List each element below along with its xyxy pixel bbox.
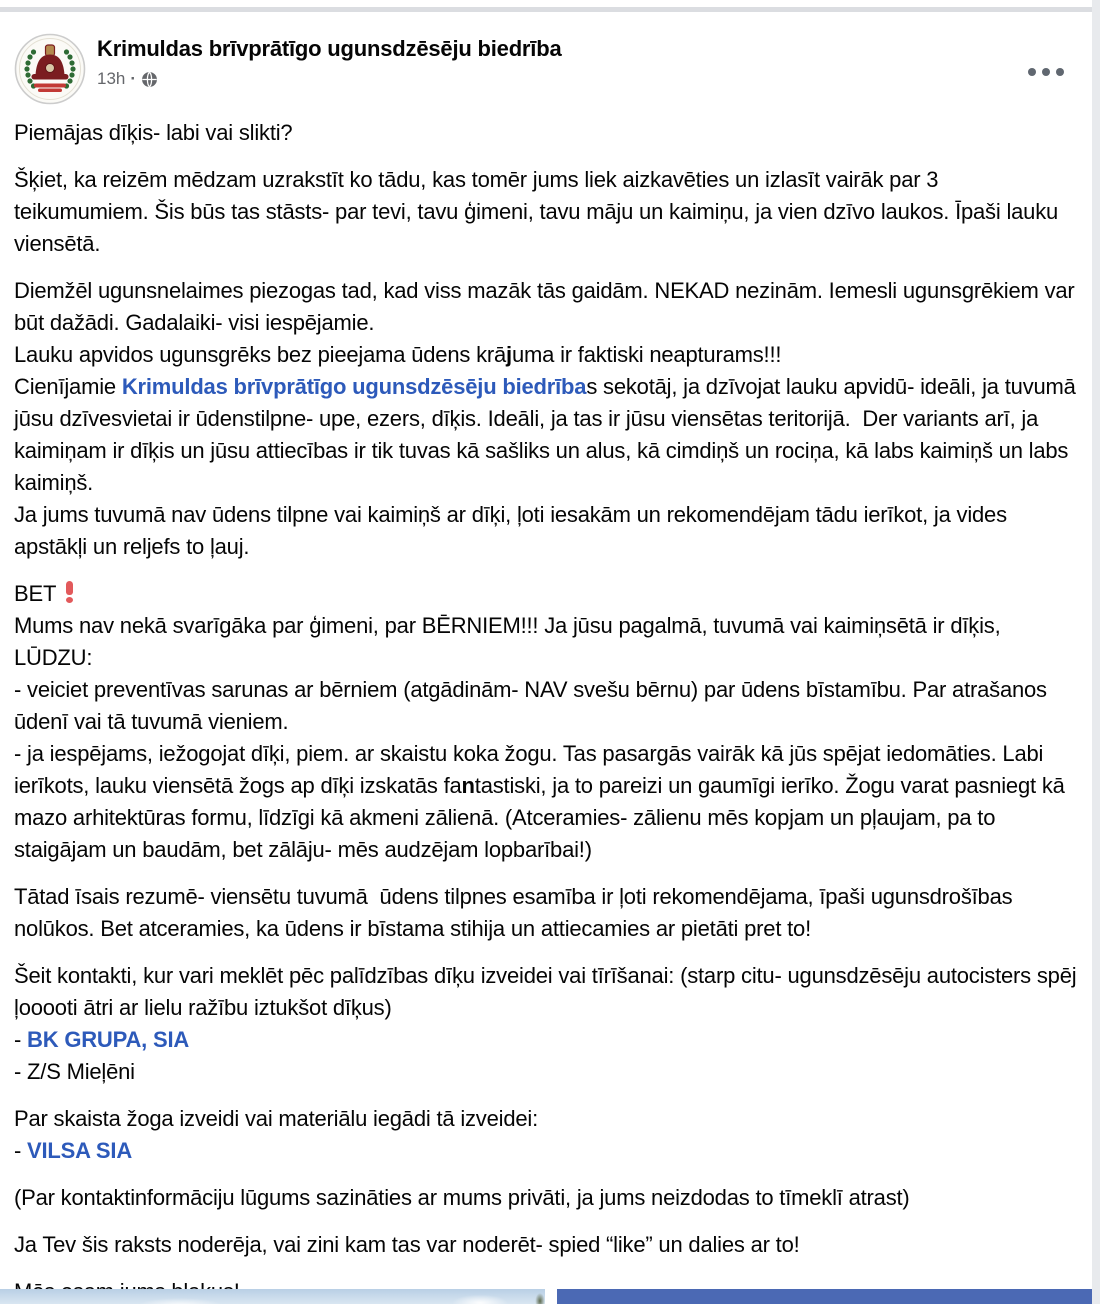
post-text-segment: s sekotāj, ja dzīvojat lauku apvidū- ideāli, ja tuvumā jūsu dzīvesvietai ir ūdenstilpne- upe, ezers, dīķis. Ideāli, ja tas ir jūsu viensētas teritorijā. Der variants arī, ja kaimiņam ir dīķis un jūsu attiecības ir tik tuvas kā sašliks un alus, kā cimdiņš un rociņa, kā labs kaimiņš un labs kaimiņš. <box>14 374 1082 495</box>
inline-page-link[interactable]: Krimuldas brīvprātīgo ugunsdzēsēju biedrība <box>121 374 587 399</box>
post-paragraph <box>14 881 1078 945</box>
page-name-link[interactable]: Krimuldas brīvprātīgo ugunsdzēsēju biedrība <box>97 36 562 61</box>
photo-attachments <box>0 1289 1092 1304</box>
post-text-segment: - <box>14 1027 28 1052</box>
post-text-segment: Diemžēl ugunsnelaimes piezogas tad, kad viss mazāk tās gaidām. NEKAD nezinām. Iemesli ugunsgrēkiem var būt dažādi. Gadalaiki- visi iespējamie. <box>14 278 1081 335</box>
post-paragraph <box>14 275 1082 563</box>
post-text-segment: n <box>461 773 475 798</box>
post-paragraph <box>14 117 1078 149</box>
post-text <box>0 105 1092 1304</box>
post-meta <box>97 69 561 89</box>
photo-attachment-right[interactable] <box>557 1289 1092 1304</box>
post-header-text <box>97 33 561 89</box>
post-paragraph <box>14 960 1083 1088</box>
post-text-segment: Šeit kontakti, kur vari meklēt pēc palīdzības dīķu izveidei vai tīrīšanai: (starp citu- ugunsdzēsēju autocisters spēj ļooooti ātri ar lielu ražību iztukšot dīķus) <box>14 963 1083 1020</box>
post-text-segment: Lauku apvidos ugunsgrēks bez pieejama ūdens krā <box>14 342 507 367</box>
post-text-segment: - Z/S Mieļēni <box>14 1059 135 1084</box>
post-paragraph <box>14 1182 1078 1214</box>
firefighter-society-emblem-icon <box>14 33 86 105</box>
post-text-segment: BET <box>14 581 62 606</box>
exclamation-emoji-icon <box>63 581 76 603</box>
post-text-segment: Cienījamie <box>14 374 122 399</box>
page-avatar[interactable] <box>14 33 86 105</box>
facebook-post-card <box>0 12 1092 1304</box>
post-text-segment: (Par kontaktinformāciju lūgums sazināties ar mums privāti, ja jums neizdodas to tīmeklī atrast) <box>14 1185 910 1210</box>
post-paragraph <box>14 1229 1078 1261</box>
ellipsis-icon <box>1028 68 1064 76</box>
post-text-segment: Tātad īsais rezumē- viensētu tuvumā ūdens tilpnes esamība ir ļoti rekomendējama, īpaši ugunsdrošības nolūkos. Bet atceramies, ka ūdens ir bīstama stihija un attiecamies ar pietāti pret to! <box>14 884 1019 941</box>
meta-separator: · <box>130 69 137 89</box>
post-paragraph <box>14 1103 1078 1167</box>
post-text-segment: j <box>506 342 512 367</box>
post-text-segment: Ja Tev šis raksts noderēja, vai zini kam tas var noderēt- spied “like” un dalies ar to! <box>14 1232 800 1257</box>
post-text-segment: Mums nav nekā svarīgāka par ģimeni, par BĒRNIEM!!! Ja jūsu pagalmā, tuvumā vai kaimiņsētā ir dīķis, LŪDZU: <box>14 613 1007 670</box>
post-text-segment: Par skaista žoga izveidi vai materiālu iegādi tā izveidei: <box>14 1106 538 1131</box>
post-text-segment: - ja iespējams, iežogojat dīķi, piem. ar skaistu koka žogu. Tas pasargās vairāk kā jūs spējat iedomāties. Labi ierīkots, lauku viensētā žogs ap dīķi izskatās fa <box>14 741 1050 798</box>
scrollbar-track[interactable] <box>1092 0 1100 1304</box>
post-text-segment: Šķiet, ka reizēm mēdzam uzrakstīt ko tādu, kas tomēr jums liek aizkavēties un izlasīt vairāk par 3 teikumumiem. Šis būs tas stāsts- par tevi, tavu ģimeni, tavu māju un kaimiņu, ja vien dzīvo laukos. Īpaši lauku viensētā. <box>14 167 1064 256</box>
post-text-segment: Ja jums tuvumā nav ūdens tilpne vai kaimiņš ar dīķi, ļoti iesakām un rekomendējam tādu ierīkot, ja vides apstākļi un reljefs to ļauj. <box>14 502 1013 559</box>
post-text-segment: uma ir faktiski neapturams!!! <box>511 342 782 367</box>
post-paragraph <box>14 164 1078 260</box>
globe-public-icon <box>141 71 158 88</box>
inline-page-link[interactable]: BK GRUPA, SIA <box>27 1027 190 1052</box>
post-text-segment: Piemājas dīķis- labi vai slikti? <box>14 120 293 145</box>
inline-page-link[interactable]: VILSA SIA <box>27 1138 133 1163</box>
post-menu-button[interactable] <box>1018 56 1074 88</box>
photo-attachment-left[interactable] <box>0 1289 545 1304</box>
post-text-segment: - veiciet preventīvas sarunas ar bērniem (atgādinām- NAV svešu bērnu) par ūdens bīstamību. Par atrašanos ūdenī vai tā tuvumā vieniem. <box>14 677 1053 734</box>
post-paragraph <box>14 578 1078 866</box>
post-header <box>0 12 1092 105</box>
post-text-segment: - <box>14 1138 28 1163</box>
post-timestamp[interactable]: 13h <box>97 69 126 89</box>
post-text-segment: tastiski, ja to pareizi un gaumīgi ierīko. Žogu varat pasniegt kā mazo arhitektūras formu, līdzīgi kā akmeni zālienā. (Atceramies- zālienu mēs kopjam un pļaujam, pa to staigājam un baudām, bet zālāju- mēs audzējam lopbarībai!) <box>14 773 1071 862</box>
